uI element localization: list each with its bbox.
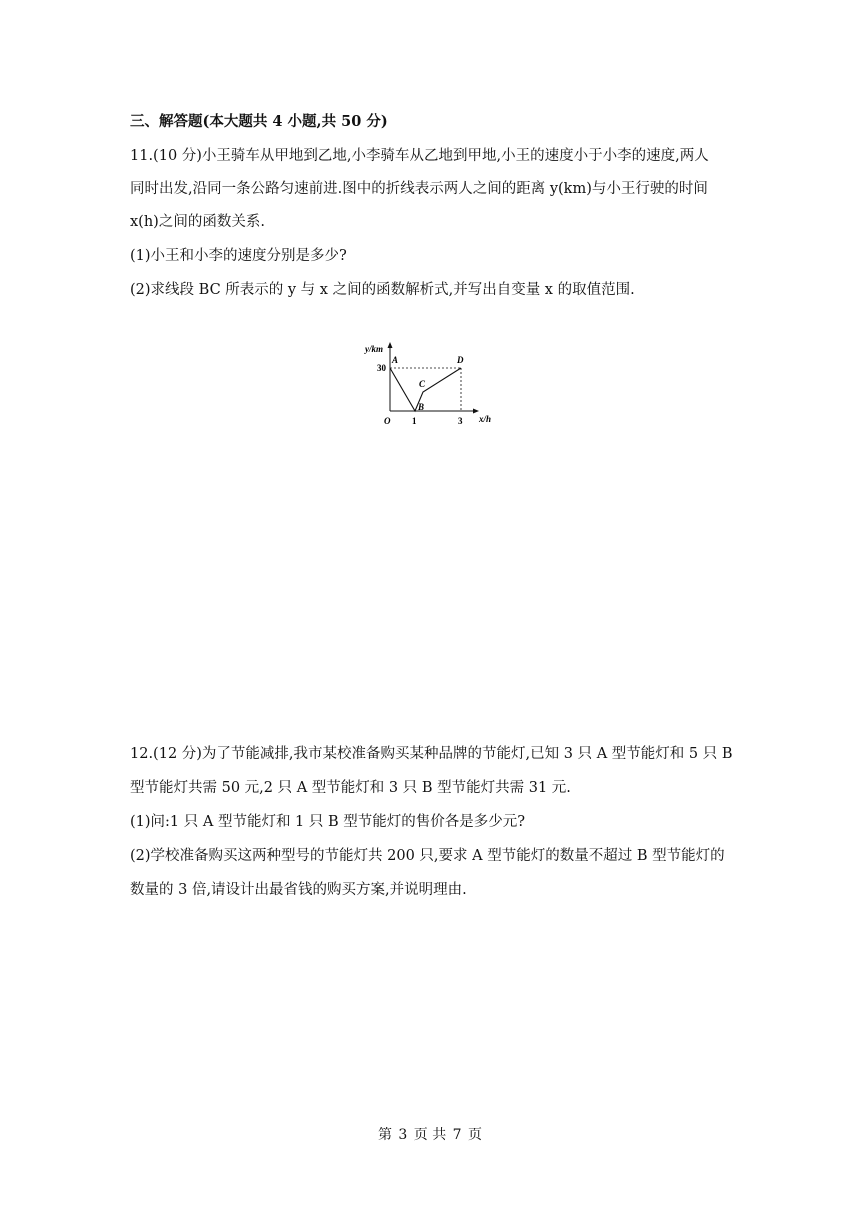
q11-line-1: 11.(10 分)小王骑车从甲地到乙地,小李骑车从乙地到甲地,小王的速度小于小李的速度,两人 [130, 148, 709, 164]
q11-part-1: (1)小王和小李的速度分别是多少? [130, 248, 347, 264]
q12-line-2: 型节能灯共需 50 元,2 只 A 型节能灯和 3 只 B 型节能灯共需 31 元. [130, 780, 571, 796]
y-axis-arrow [388, 342, 393, 348]
x-tick-3: 3 [458, 416, 463, 426]
section-heading: 三、解答题(本大题共 4 小题,共 50 分) [130, 113, 388, 130]
q12-part-2-line-2: 数量的 3 倍,请设计出最省钱的购买方案,并说明理由. [130, 882, 467, 898]
footer-suffix: 页 [468, 1127, 483, 1143]
x-axis-arrow [473, 409, 479, 414]
point-d-label: D [457, 355, 464, 365]
q12-part-2-line-1: (2)学校准备购买这两种型号的节能灯共 200 只,要求 A 型节能灯的数量不超过 B 型节能灯的 [130, 848, 725, 864]
x-tick-1: 1 [412, 416, 417, 426]
point-c-label: C [419, 379, 426, 389]
point-a-label: A [392, 355, 399, 365]
footer-total-pages: 7 [452, 1127, 462, 1143]
origin-label: O [384, 416, 391, 426]
page-footer [0, 1124, 860, 1144]
distance-time-graph [355, 338, 505, 433]
q11-line-2: 同时出发,沿同一条公路匀速前进.图中的折线表示两人之间的距离 y(km)与小王行驶的时间 [130, 181, 708, 197]
q12-part-1: (1)问:1 只 A 型节能灯和 1 只 B 型节能灯的售价各是多少元? [130, 814, 526, 830]
footer-prefix: 第 [377, 1127, 392, 1143]
q12-line-1: 12.(12 分)为了节能减排,我市某校准备购买某种品牌的节能灯,已知 3 只 A 型节能灯和 5 只 B [130, 746, 733, 762]
graph-polyline [390, 368, 461, 411]
point-b-label: B [418, 402, 425, 412]
footer-mid: 页 共 [413, 1127, 447, 1143]
q11-line-3: x(h)之间的函数关系. [130, 214, 265, 230]
q11-part-2: (2)求线段 BC 所表示的 y 与 x 之间的函数解析式,并写出自变量 x 的取值范围. [130, 282, 635, 298]
footer-page-number: 3 [398, 1127, 408, 1143]
y-axis-label: y/km [365, 344, 383, 354]
x-axis-label: x/h [479, 414, 492, 424]
y-tick-30: 30 [377, 363, 386, 373]
